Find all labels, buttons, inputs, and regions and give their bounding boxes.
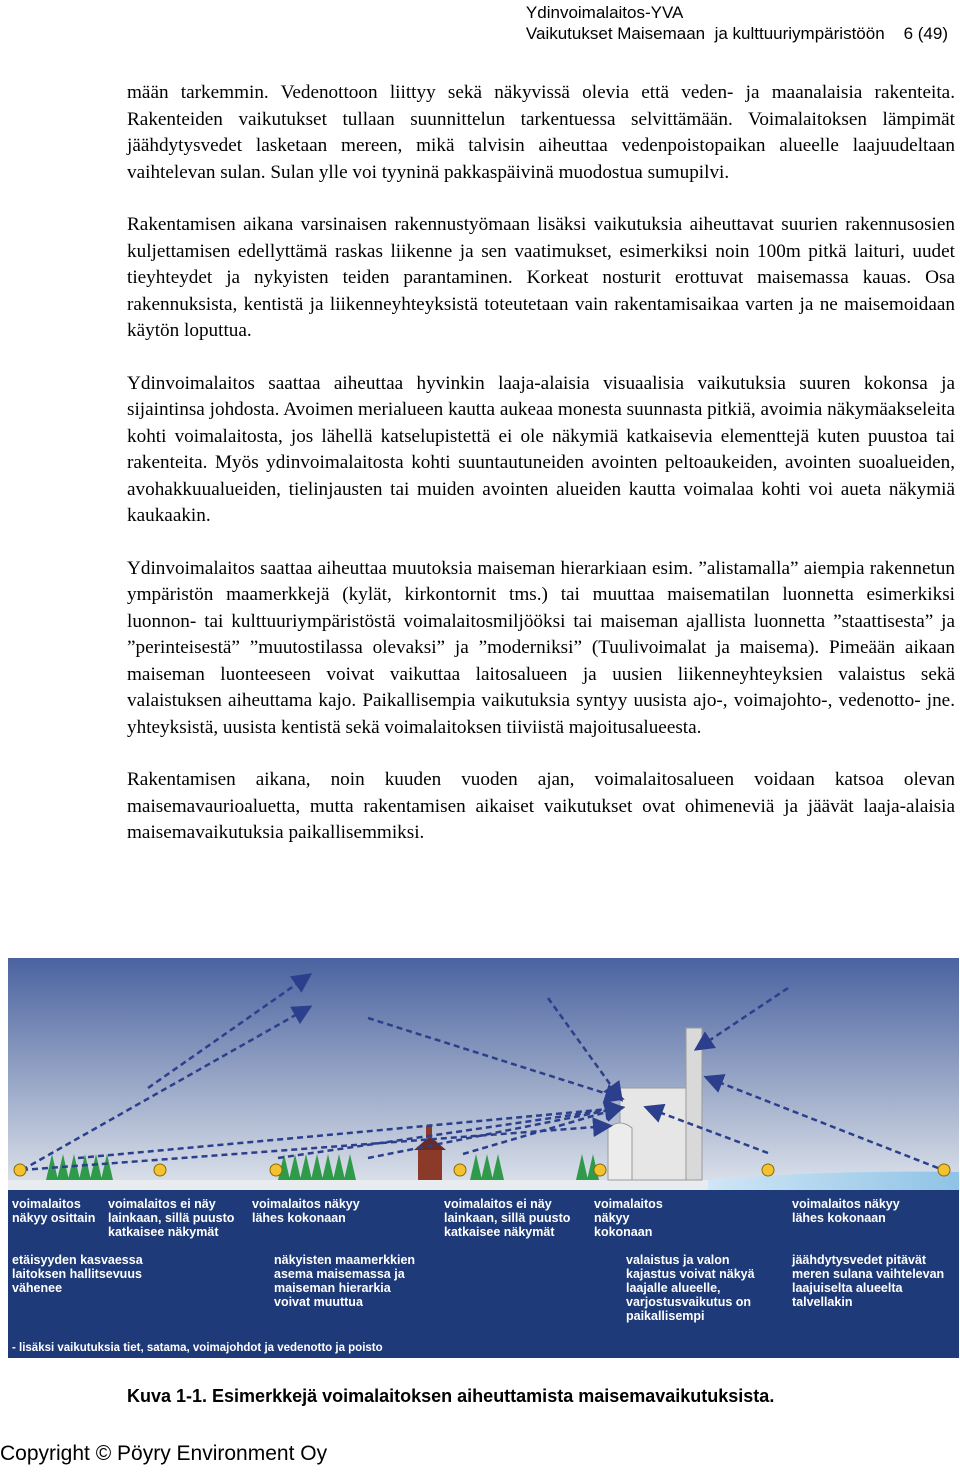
viewpoint-marker [270,1164,282,1176]
header-subtitle [526,23,948,44]
figure-label: lainkaan, sillä puusto [108,1211,235,1225]
viewpoint-marker [154,1164,166,1176]
figure-label: valaistus ja valon [626,1253,730,1267]
figure-label: kajastus voivat näkyä [626,1267,755,1281]
figure-label: voimalaitos näkyy [792,1197,900,1211]
viewpoint-marker [594,1164,606,1176]
copyright-footer: Copyright © Pöyry Environment Oy [0,1442,328,1465]
figure-label: vähenee [12,1281,63,1295]
figure-label: laajuiselta alueelta [792,1281,903,1295]
figure-label: voimalaitos [12,1197,81,1211]
figure-label: varjostusvaikutus on [626,1295,752,1309]
figure-label: näkyy osittain [12,1211,96,1225]
power-plant-roof [608,1123,632,1180]
sky [8,958,959,1190]
figure-label: jäähdytysvedet pitävät [792,1253,927,1267]
viewpoint-marker [14,1164,26,1176]
paragraph: Rakentamisen aikana, noin kuuden vuoden ajan, voimalaitosalueen voidaan katsoa olevan maisemavaurioaluetta, mutta rakentamisen aikaiset vaikutukset ovat ohimeneviä ja jäävät laaja-alaisia maisemavaikutuksia paikallisemmiksi. [127,769,955,843]
page-header [526,2,948,44]
figure-label: voimalaitos [594,1197,663,1211]
paragraph: mään tarkemmin. Vedenottoon liittyy sekä näkyvissä olevia että veden- ja maanalaisia rakenteita. Rakenteiden vaikutukset tullaan suunnittelun tarkentuessa selvittämään. Voimalaitoksen lämpimät jäähdytysvedet lasketaan mereen, mikä talvisin aiheuttaa vedenpoistopaikan alueelle laajuudeltaan vaihtelevan sulan. Sulan ylle voi tyyninä pakkaspäivinä muodostua sumupilvi. [127,82,955,183]
figure-label: näkyisten maamerkkien [274,1253,416,1267]
figure-label: etäisyyden kasvaessa [12,1253,143,1267]
figure-label: talvellakin [792,1295,853,1309]
figure-label: lähes kokonaan [252,1211,346,1225]
viewpoint-marker [938,1164,950,1176]
paragraph: Ydinvoimalaitos saattaa aiheuttaa hyvinkin laaja-alaisia visuaalisia vaikutuksia suuren kokonsa ja sijaintinsa johdosta. Avoimen merialueen kautta aukeaa monesta suunnasta pitkiä, avoimia näkymäakseleita kohti voimalaitosta, jos lähellä katselupistettä ei ole näkymiä katkaisevia elementtejä kuten puustoa tai rakenteita. Myös ydinvoimalaitosta kohti suuntautuneiden avointen peltoaukeiden, avointen suoalueiden, avohakkuualueiden, tielinjausten tai muiden avointen alueiden kautta voimalaa kohti voi aueta näkymiä kaukaakin. [127,372,955,526]
figure-footnote: - lisäksi vaikutuksia tiet, satama, voimajohdot ja vedenotto ja poisto [12,1342,383,1354]
figure-label: asema maisemassa ja [274,1267,405,1281]
figure-label: näkyy [594,1211,630,1225]
figure-label: voivat muuttua [274,1295,363,1309]
paragraph: Rakentamisen aikana varsinaisen rakennustyömaan lisäksi vaikutuksia aiheuttavat suurien rakennusosien kuljettamisen edellyttämä raskas liikenne ja sen vaatimukset, esimerkiksi noin 100m pitkä laituri, uudet tieyhteydet ja nykyisten teiden parantaminen. Korkeat nosturit erottuvat maisemassa kauas. Osa rakennuksista, kentistä ja liikenneyhteyksistä toteutetaan vain rakentamisaikaa varten ja ne maisemoidaan käytön loputtua. [127,214,955,341]
paragraph: Ydinvoimalaitos saattaa aiheuttaa muutoksia maiseman hierarkiaan esim. ”alistamalla” aiempia rakennetun ympäristön maamerkkejä (kylät, kirkontornit tms.) tai muuttaa maisematilan luonnetta esimerkiksi luonnon- tai kulttuuriympäristöstä voimalaitosmiljööksi tai maiseman ajallista luonnetta ”staattisesta” ja ”perinteisestä” ”muutostilassa olevaksi” ja ”moderniksi” (Tuulivoimalat ja maisema). Pimeään aikaan maiseman luonteeseen voivat vaikuttaa laitosalueen ja uusien liikenneyhteyksien valaistus sekä valaistuksen aiheuttama kajo. Paikallisempia vaikutuksia syntyy uusista ajo-, voimajohto-, vedenotto- jne. yhteyksistä, uusista kentistä sekä voimalaitoksen tiiviistä majoitusalueesta. [127,557,955,738]
figure-label: voimalaitos ei näy [108,1197,216,1211]
figure-label: voimalaitos näkyy [252,1197,360,1211]
figure-caption: Kuva 1-1. Esimerkkejä voimalaitoksen aiheuttamista maisemavaikutuksista. [127,1386,775,1406]
body-text [127,80,955,873]
landscape-impact-figure [8,958,959,1358]
figure-label: laajalle alueelle, [626,1281,721,1295]
figure-label: laitoksen hallitsevuus [12,1267,142,1281]
figure-label: voimalaitos ei näy [444,1197,552,1211]
viewpoint-marker [454,1164,466,1176]
figure-label: kokonaan [594,1225,653,1239]
header-title: Ydinvoimalaitos-YVA [525,3,684,22]
viewpoint-marker [762,1164,774,1176]
figure-label: katkaisee näkymät [444,1225,555,1239]
figure-label: maiseman hierarkia [274,1281,391,1295]
header-section: Vaikutukset Maisemaan ja kulttuuriympäristöön [525,24,885,43]
figure-label: katkaisee näkymät [108,1225,219,1239]
figure-label: lähes kokonaan [792,1211,886,1225]
figure-label: paikallisempi [626,1309,705,1323]
figure-label: meren sulana vaihtelevan [792,1267,945,1281]
power-plant-chimney [686,1028,702,1180]
page-number: 6 (49) [903,24,948,43]
figure-label: lainkaan, sillä puusto [444,1211,571,1225]
